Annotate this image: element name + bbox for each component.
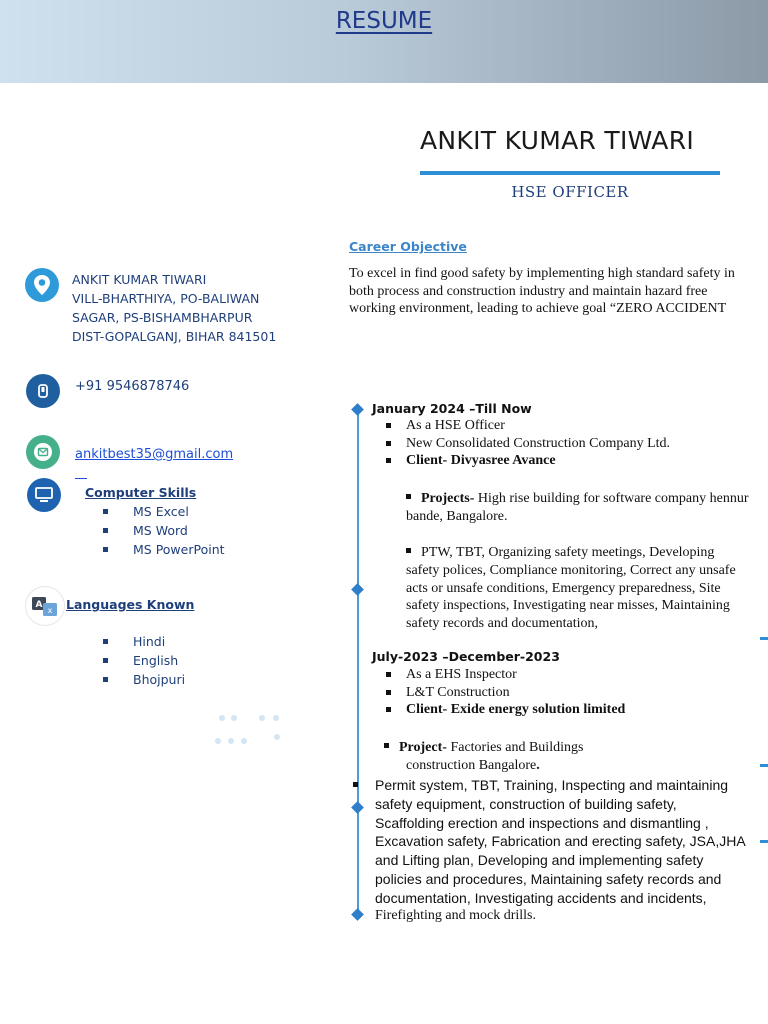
job-company: L&T Construction [384,684,625,702]
project-period: . [536,757,540,773]
project-text-2: construction Bangalore [406,757,537,773]
job-summary-list [384,666,625,719]
timeline-marker [351,583,364,596]
job-duties [375,776,745,908]
project-label: Project- [399,740,447,755]
job-client: Client- Divyasree Avance [384,452,670,470]
computer-icon [27,478,61,512]
address-line: VILL-BHARTHIYA, PO-BALIWAN [72,291,260,306]
skill-item: MS Excel [103,502,225,521]
job-role: As a HSE Officer [384,417,670,435]
phone-icon [26,374,60,408]
project-text: High rise building for software company hennur bande, Bangalore. [406,491,749,524]
skill-item: MS Word [103,521,225,540]
languages-heading: Languages Known [66,597,195,612]
svg-text:x: x [47,606,53,615]
svg-text:A: A [35,600,43,610]
timeline-marker [351,908,364,921]
timeline-marker [351,403,364,416]
job-duties-last: Firefighting and mock drills. [375,908,536,923]
duties-text: Permit system, TBT, Training, Inspecting and maintaining safety equipment, construction of building safety, Scaffolding erection and inspections and dismantling , Excavation safety, Fabrication and erecting safety, JSA,JHA and Lifting plan, Developing and implementing safety policies and procedures, Maintaining safety records and documentation, Investigating accidents and incidents, [375,777,745,906]
bullet-square [384,743,389,748]
job-project [384,739,744,775]
email-icon [26,435,60,469]
language-item: Bhojpuri [103,670,185,689]
project-label: Projects- [421,491,475,506]
job-summary-list [384,417,670,470]
job-duties [406,544,751,633]
job-company: New Consolidated Construction Company Ltd. [384,435,670,453]
candidate-name: ANKIT KUMAR TIWARI [420,126,695,155]
location-pin-icon [25,268,59,302]
career-objective-heading: Career Objective [349,239,467,254]
bullet-square [406,548,411,553]
resume-title: RESUME [335,8,433,34]
job-title: HSE OFFICER [511,183,629,201]
address-line: DIST-GOPALGANJ, BIHAR 841501 [72,329,277,344]
edge-marker [760,840,768,843]
timeline-marker [351,801,364,814]
skill-item: MS PowerPoint [103,540,225,559]
name-divider [420,171,720,175]
bullet-square [353,782,358,787]
translate-icon [25,586,65,626]
language-item: Hindi [103,632,185,651]
email-link[interactable]: ankitbest35@gmail.com [75,447,234,462]
languages-list [103,632,185,689]
job-date: January 2024 –Till Now [372,401,532,416]
bullet-square [406,494,411,499]
address-line: SAGAR, PS-BISHAMBHARPUR [72,310,253,325]
job-date: July-2023 –December-2023 [372,649,560,664]
address-line: ANKIT KUMAR TIWARI [72,272,207,287]
phone-number: +91 9546878746 [75,379,190,394]
job-role: As a EHS Inspector [384,666,625,684]
job-client: Client- Exide energy solution limited [384,701,625,719]
computer-skills-heading: Computer Skills [85,485,197,500]
address-block [72,270,312,346]
email-underline-dash [75,478,87,479]
edge-marker [760,764,768,767]
timeline-line [357,410,359,915]
career-objective-text: To excel in find good safety by implementing high standard safety in both process and construction industry and maintain hazard free working environment, leading to achieve goal “ZERO ACCIDENT [349,266,735,316]
job-project [406,490,751,526]
language-item: English [103,651,185,670]
duties-text: PTW, TBT, Organizing safety meetings, Developing safety polices, Compliance monitoring, Correct any unsafe acts or unsafe conditions, Emergency preparedness, Site safety inspections, Investigating near misses, Maintaining safety records and documentation, [406,545,736,632]
project-text: Factories and Buildings [450,740,584,755]
edge-marker [760,637,768,640]
computer-skills-list [103,502,225,559]
